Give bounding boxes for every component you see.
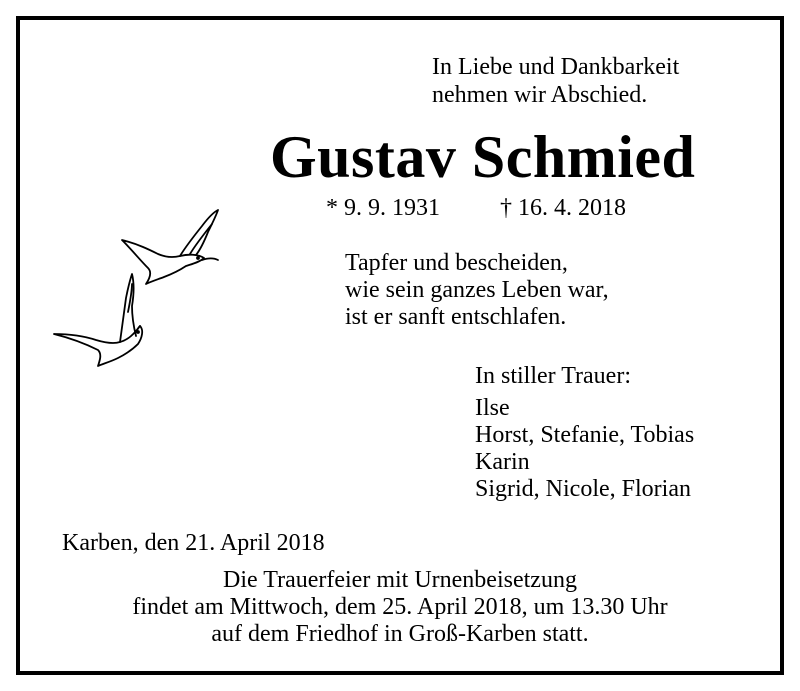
ceremony-line: findet am Mittwoch, dem 25. April 2018, um 13.30 Uhr — [132, 594, 668, 620]
motto-line: ist er sanft entschlafen. — [345, 304, 567, 330]
mourner-line: Sigrid, Nicole, Florian — [475, 476, 691, 502]
mourner-line: Horst, Stefanie, Tobias — [475, 422, 695, 448]
deceased-name: Gustav Schmied — [270, 124, 696, 190]
ceremony-line: auf dem Friedhof in Groß-Karben statt. — [211, 621, 589, 647]
intro-line: In Liebe und Dankbarkeit — [432, 54, 680, 80]
dove-upper-icon — [122, 210, 218, 284]
mourners-list — [475, 394, 694, 502]
place-and-date: Karben, den 21. April 2018 — [62, 530, 325, 556]
mourner-line: Karin — [475, 449, 530, 475]
flying-doves-icon — [40, 200, 240, 380]
ceremony-line: Die Trauerfeier mit Urnenbeisetzung — [223, 567, 577, 593]
motto-text — [345, 249, 609, 330]
dove-lower-icon — [54, 274, 142, 366]
mourning-label: In stiller Trauer: — [475, 363, 631, 389]
intro-text — [432, 53, 679, 109]
mourner-line: Ilse — [475, 395, 510, 421]
ceremony-info — [16, 567, 784, 648]
motto-line: Tapfer und bescheiden, — [345, 250, 568, 276]
motto-line: wie sein ganzes Leben war, — [345, 277, 609, 303]
death-date: † 16. 4. 2018 — [500, 195, 626, 221]
intro-line: nehmen wir Abschied. — [432, 82, 648, 108]
birth-date: * 9. 9. 1931 — [326, 195, 440, 221]
